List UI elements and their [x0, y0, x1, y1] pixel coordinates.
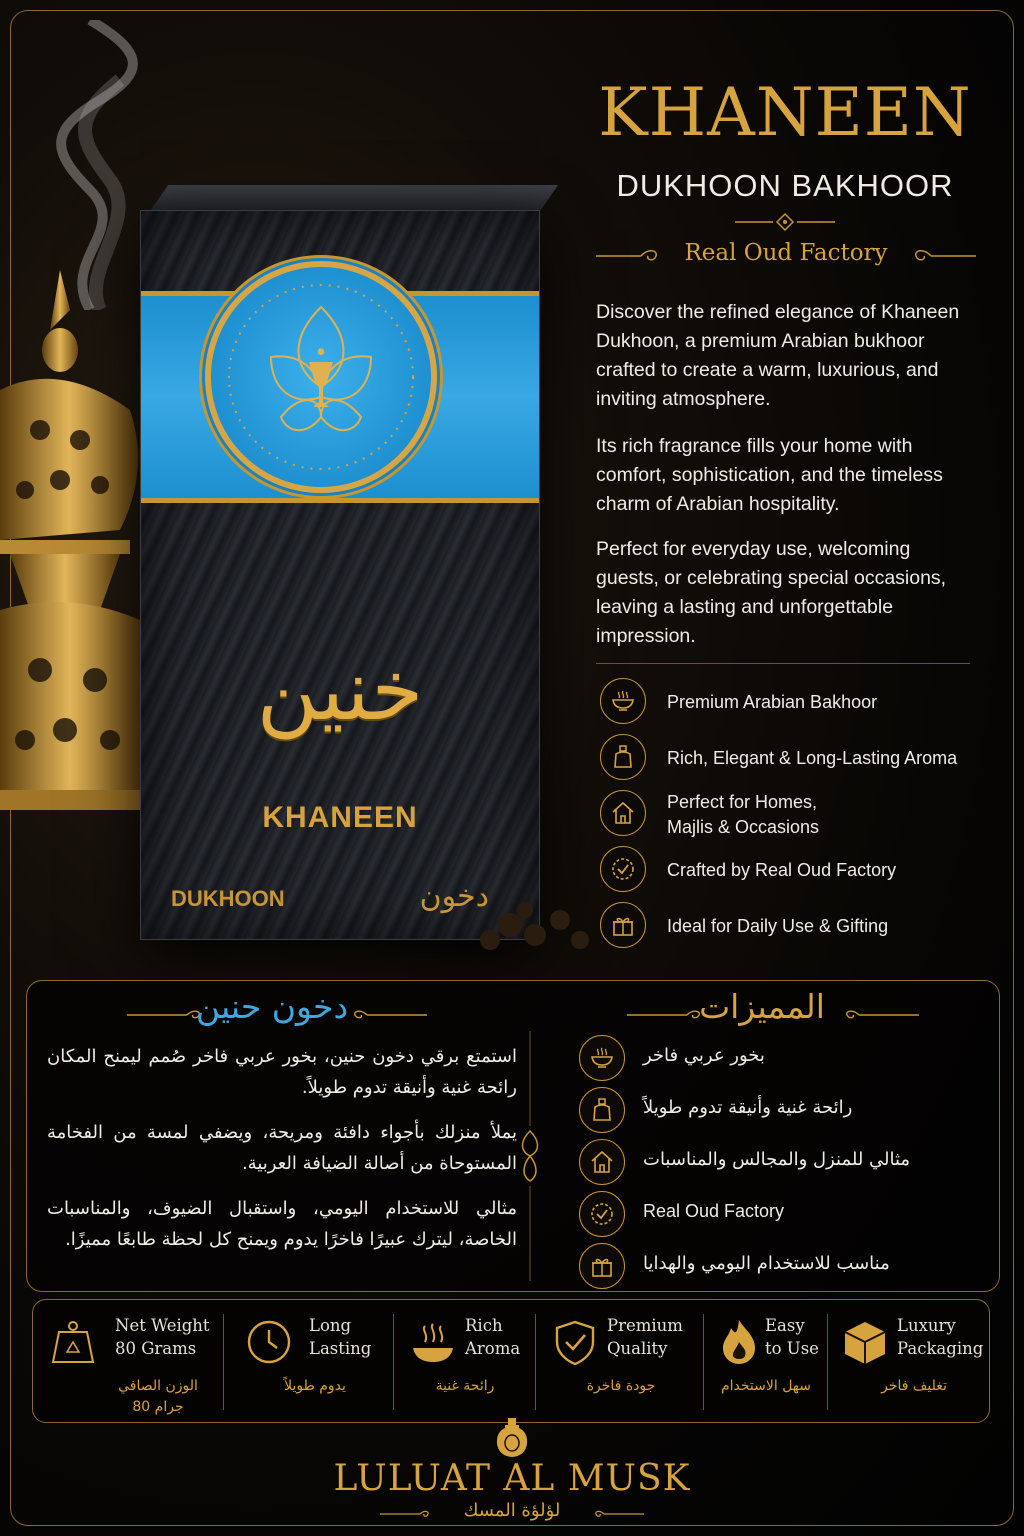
panel-center-divider	[517, 1031, 543, 1281]
lotus-chalice-icon	[211, 267, 431, 487]
feature-label: Premium Arabian Bakhoor	[667, 692, 878, 712]
spec-en-label: Net Weight 80 Grams	[115, 1316, 210, 1358]
quality-seal-icon	[600, 846, 646, 892]
arabic-feature-item	[579, 1087, 979, 1133]
product-hero	[0, 0, 580, 980]
arabic-feature-label: رائحة غنية وأنيقة تدوم طويلاً	[643, 1097, 853, 1118]
spec-ar-label: يدوم طويلاً	[284, 1378, 346, 1394]
spec-item-weight	[33, 1300, 223, 1424]
box-type-en: DUKHOON	[171, 886, 285, 911]
house-icon	[600, 790, 646, 836]
feature-item	[600, 678, 990, 728]
brand-line-text: Real Oud Factory	[684, 240, 888, 266]
flame-icon	[715, 1318, 763, 1366]
quality-seal-icon	[579, 1191, 625, 1237]
arabic-feature-label: مثالي للمنزل والمجالس والمناسبات	[643, 1149, 911, 1170]
product-box	[140, 210, 540, 940]
incense-burner-image	[0, 270, 150, 830]
box-top-flap	[150, 185, 558, 211]
spec-en-label: Easy to Use	[765, 1316, 819, 1358]
house-icon	[579, 1139, 625, 1185]
brand-bottle-icon	[495, 1418, 529, 1458]
arabic-feature-label: Real Oud Factory	[643, 1201, 785, 1221]
spec-item-quality	[537, 1300, 703, 1424]
product-title: KHANEEN	[598, 74, 972, 151]
feature-label: Crafted by Real Oud Factory	[667, 860, 897, 880]
specs-strip	[32, 1299, 990, 1423]
feature-item	[600, 902, 990, 952]
weight-icon	[49, 1318, 97, 1366]
shield-check-icon	[551, 1318, 599, 1366]
feature-label: Ideal for Daily Use & Gifting	[667, 916, 889, 936]
spec-separator	[827, 1314, 828, 1410]
spec-ar-label: جودة فاخرة	[586, 1378, 656, 1394]
title-ornament	[735, 212, 835, 232]
box-medallion	[205, 261, 437, 493]
brand-line-ornament-right	[906, 246, 976, 266]
gift-icon	[579, 1243, 625, 1289]
spec-separator	[703, 1314, 704, 1410]
box-type-ar: دخون	[419, 879, 489, 914]
features-title-ornament-right	[839, 1009, 919, 1021]
feature-label: Perfect for Homes, Majlis & Occasions	[667, 792, 820, 837]
features-divider	[596, 663, 970, 664]
spec-ar-label: سهل الاستخدام	[720, 1378, 811, 1394]
aroma-bowl-icon	[409, 1318, 457, 1366]
arabic-feature-item	[579, 1191, 979, 1237]
feature-item	[600, 734, 990, 784]
arabic-features-title: المميزات	[699, 987, 825, 1026]
feature-label: Rich, Elegant & Long-Lasting Aroma	[667, 748, 958, 768]
package-box-icon	[841, 1318, 889, 1366]
spec-separator	[393, 1314, 394, 1410]
feature-item	[600, 846, 990, 896]
spec-separator	[535, 1314, 536, 1410]
footer-ornament-right	[594, 1509, 644, 1519]
arabic-feature-item	[579, 1243, 979, 1289]
spec-separator	[223, 1314, 224, 1410]
spec-en-label: Premium Quality	[607, 1316, 683, 1358]
arabic-feature-item	[579, 1139, 979, 1185]
incense-bowl-icon	[600, 678, 646, 724]
description-paragraph-1: Discover the refined elegance of Khaneen Dukhoon, a premium Arabian bukhoor crafted to create a warm, luxurious, and inviting atmosphere.	[596, 301, 960, 410]
arabic-product-title: دخون حنين	[195, 987, 349, 1026]
brand-line	[596, 240, 976, 274]
spec-item-packaging	[829, 1300, 989, 1424]
box-brand-name: KHANEEN	[262, 801, 418, 834]
spec-ar-label: تغليف فاخر	[881, 1378, 947, 1394]
arabic-paragraph-2: يملأ منزلك بأجواء دافئة ومريحة، ويضفي لمسة من الفخامة المستوحاة من أصالة الضيافة العربية.	[47, 1122, 517, 1174]
spec-ar-label: رائحة غنية	[435, 1378, 495, 1394]
footer-arabic-name: لؤلؤة المسك	[463, 1500, 561, 1521]
product-subtitle: DUKHOON BAKHOOR	[616, 168, 954, 203]
bakhoor-pieces-image	[470, 880, 600, 960]
arabic-paragraph-3: مثالي للاستخدام اليومي، واستقبال الضيوف، والمناسبات الخاصة، ليترك عبيرًا فاخرًا يدوم ويمنح كل لحظة طابعًا مميزًا.	[47, 1198, 517, 1250]
description-paragraph-2: Its rich fragrance fills your home with comfort, sophistication, and the timeless charm of Arabian hospitality.	[596, 435, 943, 515]
clock-icon	[245, 1318, 293, 1366]
footer-brand-name: LULUAT AL MUSK	[333, 1458, 691, 1499]
spec-item-aroma	[395, 1300, 535, 1424]
description-paragraph-3: Perfect for everyday use, welcoming guests, or celebrating special occasions, leaving a lasting and unforgettable impression.	[596, 538, 947, 647]
gift-icon	[600, 902, 646, 948]
arabic-title-ornament-right	[347, 1009, 427, 1021]
spec-item-lasting	[225, 1300, 393, 1424]
perfume-bottle-icon	[600, 734, 646, 780]
arabic-info-panel	[26, 980, 1000, 1292]
spec-ar-label: الوزن الصافي 80 جرام	[118, 1378, 198, 1415]
perfume-bottle-icon	[579, 1087, 625, 1133]
incense-bowl-icon	[579, 1035, 625, 1081]
spec-item-easy	[705, 1300, 827, 1424]
box-arabic-name: خنين	[256, 641, 424, 739]
spec-en-label: Luxury Packaging	[897, 1316, 984, 1358]
spec-en-label: Long Lasting	[309, 1316, 372, 1358]
arabic-feature-item	[579, 1035, 979, 1081]
arabic-paragraph-1: استمتع برقي دخون حنين، بخور عربي فاخر صُمم ليمنح المكان رائحة غنية وأنيقة تدوم طويلاً.	[47, 1046, 517, 1098]
spec-en-label: Rich Aroma	[465, 1316, 521, 1358]
arabic-feature-label: مناسب للاستخدام اليومي والهدايا	[643, 1253, 890, 1274]
feature-item	[600, 790, 990, 840]
arabic-feature-label: بخور عربي فاخر	[643, 1045, 765, 1066]
